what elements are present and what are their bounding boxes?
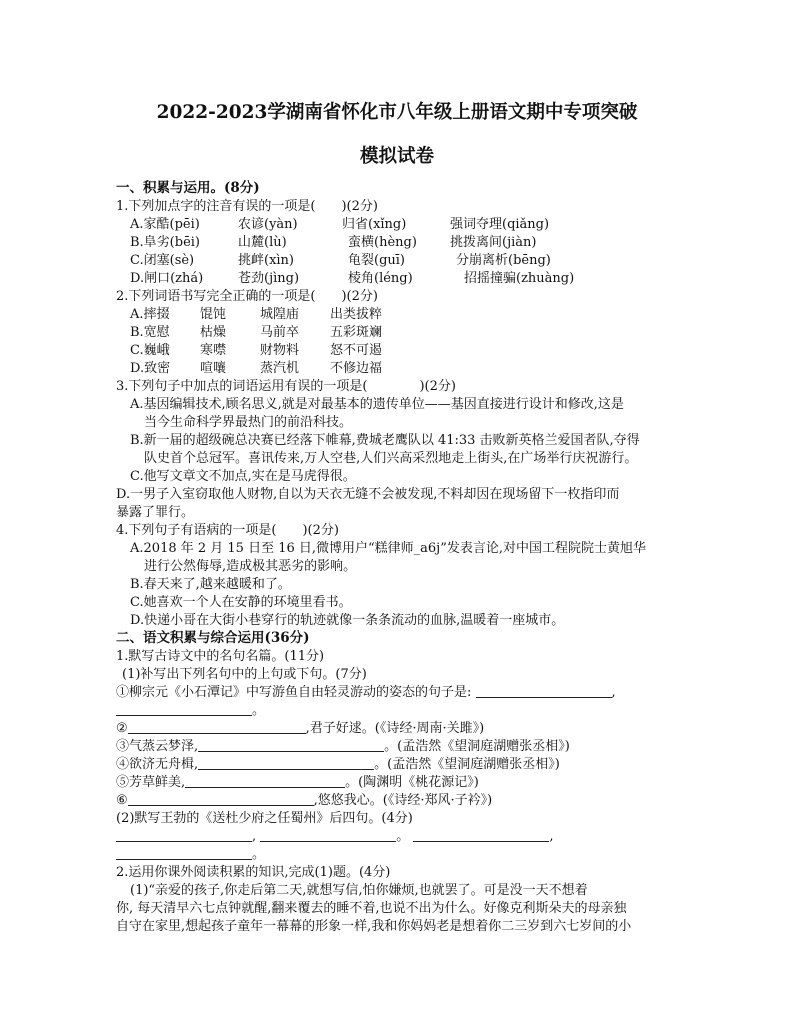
q2-d-1: D.致密 <box>130 361 171 376</box>
q3-stem: 3.下列句子中加点的词语运用有误的一项是( )(2分) <box>116 379 456 394</box>
q1-a-1: A.家酷(pēi) <box>130 217 200 232</box>
p1-sub2: (2)默写王勃的《送杜少府之任蜀州》后四句。(4分) <box>116 811 413 826</box>
q2-c-1: C.巍峨 <box>130 343 170 358</box>
p2-line1: (1)“亲爱的孩子,你走后第二天,就想写信,怕你嫌烦,也就罢了。可是没一天不想着 <box>130 883 588 898</box>
q2-stem: 2.下列词语书写完全正确的一项是( )(2分) <box>116 289 378 304</box>
q3-d-line2: 暴露了罪行。 <box>116 505 195 520</box>
q1-d-1: D.闸口(zhá) <box>130 271 204 286</box>
q2-b-4: 五彩斑斓 <box>330 325 383 340</box>
p1-stem: 1.默写古诗文中的名句名篇。(11分) <box>116 649 325 664</box>
q1-b-2: 山麓(lù) <box>238 235 287 250</box>
q4-stem: 4.下列句子有语病的一项是( )(2分) <box>116 523 339 538</box>
p1-item1: ①柳宗元《小石潭记》中写游鱼自由轻灵游动的姿态的句子是: , <box>116 685 616 700</box>
q2-c-4: 怒不可遏 <box>330 343 383 358</box>
q3-a-line1: A.基因编辑技术,顾名思义,就是对最基本的遗传单位——基因直接进行设计和修改,这是 <box>130 397 624 412</box>
p1-item3: ③气蒸云梦泽, 。(孟浩然《望洞庭湖赠张丞相》) <box>116 739 570 754</box>
p1-sub1: (1)补写出下列名句中的上句或下句。(7分) <box>122 667 367 682</box>
q2-d-3: 蒸汽机 <box>260 361 300 376</box>
q1-b-1: B.阜劣(bēi) <box>130 235 201 250</box>
section1-heading: 一、积累与运用。(8分) <box>116 180 260 196</box>
p2-stem: 2.运用你课外阅读积累的知识,完成(1)题。(4分) <box>116 865 391 880</box>
title-line-1: 2022-2023学湖南省怀化市八年级上册语文期中专项突破 <box>156 102 638 123</box>
q4-a-line1: A.2018 年 2 月 15 日至 16 日,微博用户“糕律师_a6j”发表言论,对中国工程院院士黄旭华 <box>130 541 646 556</box>
answer-blank[interactable] <box>116 829 252 842</box>
q4-a-line2: 进行公然侮辱,造成极其恶劣的影响。 <box>144 559 357 574</box>
q2-d-4: 不修边福 <box>330 361 383 376</box>
q4-b: B.春天来了,越来越暖和了。 <box>130 577 291 592</box>
section2-heading: 二、语文积累与综合运用(36分) <box>116 630 310 646</box>
q1-a-4: 强词夺理(qiǎng) <box>450 217 550 232</box>
q3-b-line1: B.新一届的超级碗总决赛已经落下帷幕,费城老鹰队以 41:33 击败新英格兰爱国者队,夺得 <box>130 433 640 448</box>
q2-c-3: 财物料 <box>260 343 300 358</box>
answer-blank[interactable] <box>128 721 306 734</box>
q1-d-2: 苍劲(jìng) <box>238 271 300 286</box>
title-line-2: 模拟试卷 <box>359 146 434 167</box>
answer-blank[interactable] <box>128 793 314 806</box>
q1-c-2: 挑衅(xìn) <box>238 253 295 268</box>
q3-b-line2: 队史首个总冠军。喜讯传来,万人空巷,人们兴高采烈地走上街头,在广场举行庆祝游行。 <box>144 451 638 466</box>
p2-line3: 自守在家里,想起孩子童年一幕幕的形象一样,我和你妈妈老是想着你二三岁到六七岁间的小 <box>116 919 632 934</box>
p1-item4: ④欲济无舟楫, 。(孟浩然《望洞庭湖赠张丞相》) <box>116 757 560 772</box>
answer-blank[interactable] <box>260 829 396 842</box>
q3-d-line1: D.一男子入室窃取他人财物,自以为天衣无缝不会被发现,不料却因在现场留下一枚指印而 <box>116 487 620 502</box>
q1-stem: 1.下列加点字的注音有误的一项是( )(2分) <box>116 199 378 214</box>
q4-c: C.她喜欢一个人在安静的环境里看书。 <box>130 595 352 610</box>
q1-c-1: C.闭塞(sè) <box>130 253 195 268</box>
q1-b-4: 挑拨离间(jiàn) <box>450 235 537 250</box>
q2-a-3: 城隍庙 <box>260 307 300 322</box>
p2-line2: 你, 每天清早六七点钟就醒,翻来覆去的睡不着,也说不出为什么。好像克利斯朵夫的母亲独 <box>116 901 627 916</box>
q1-a-2: 农谚(yàn) <box>238 217 298 232</box>
answer-blank[interactable] <box>116 703 252 716</box>
q1-c-4: 分崩离析(bēng) <box>456 253 551 268</box>
q2-a-2: 馄饨 <box>200 307 227 322</box>
q1-d-4: 招摇撞骗(zhuàng) <box>464 271 575 286</box>
q1-c-3: 龟裂(guī) <box>348 253 405 268</box>
p1-item2: ② ,君子好逑。(《诗经·周南·关雎》) <box>116 721 485 736</box>
answer-blank[interactable] <box>185 775 345 788</box>
answer-blank[interactable] <box>198 757 374 770</box>
answer-blank[interactable] <box>476 685 612 698</box>
answer-blank[interactable] <box>413 829 549 842</box>
q2-a-1: A.摔掇 <box>130 307 170 322</box>
q3-a-line2: 当今生命科学界最热门的前沿科技。 <box>144 415 353 430</box>
answer-blank[interactable] <box>198 739 384 752</box>
q2-b-1: B.宽慰 <box>130 325 170 340</box>
q2-b-3: 马前卒 <box>260 325 300 340</box>
q1-a-3: 归省(xǐng) <box>342 217 407 232</box>
answer-blank[interactable] <box>116 847 252 860</box>
p1-sub2-blanks-cont: 。 <box>116 846 265 863</box>
p1-item5: ⑤芳草鲜美, 。(陶渊明《桃花源记》) <box>116 775 479 790</box>
q4-d: D.快递小哥在大街小巷穿行的轨迹就像一条条流动的血脉,温暖着一座城市。 <box>130 613 565 628</box>
p1-item1-cont: 。 <box>116 702 265 719</box>
q3-c: C.他写文章文不加点,实在是马虎得很。 <box>130 469 356 484</box>
q1-d-3: 棱角(léng) <box>348 271 413 286</box>
p1-sub2-blanks: , 。 , <box>116 828 554 845</box>
q2-b-2: 枯燥 <box>200 325 227 340</box>
q2-d-2: 喧嚷 <box>200 361 227 376</box>
p1-item6: ⑥ ,悠悠我心。(《诗经·郑风·子衿》) <box>116 793 493 808</box>
q1-b-3: 蛮横(hèng) <box>348 235 417 250</box>
q2-c-2: 寒噤 <box>200 343 227 358</box>
q2-a-4: 出类拔粹 <box>330 307 383 322</box>
